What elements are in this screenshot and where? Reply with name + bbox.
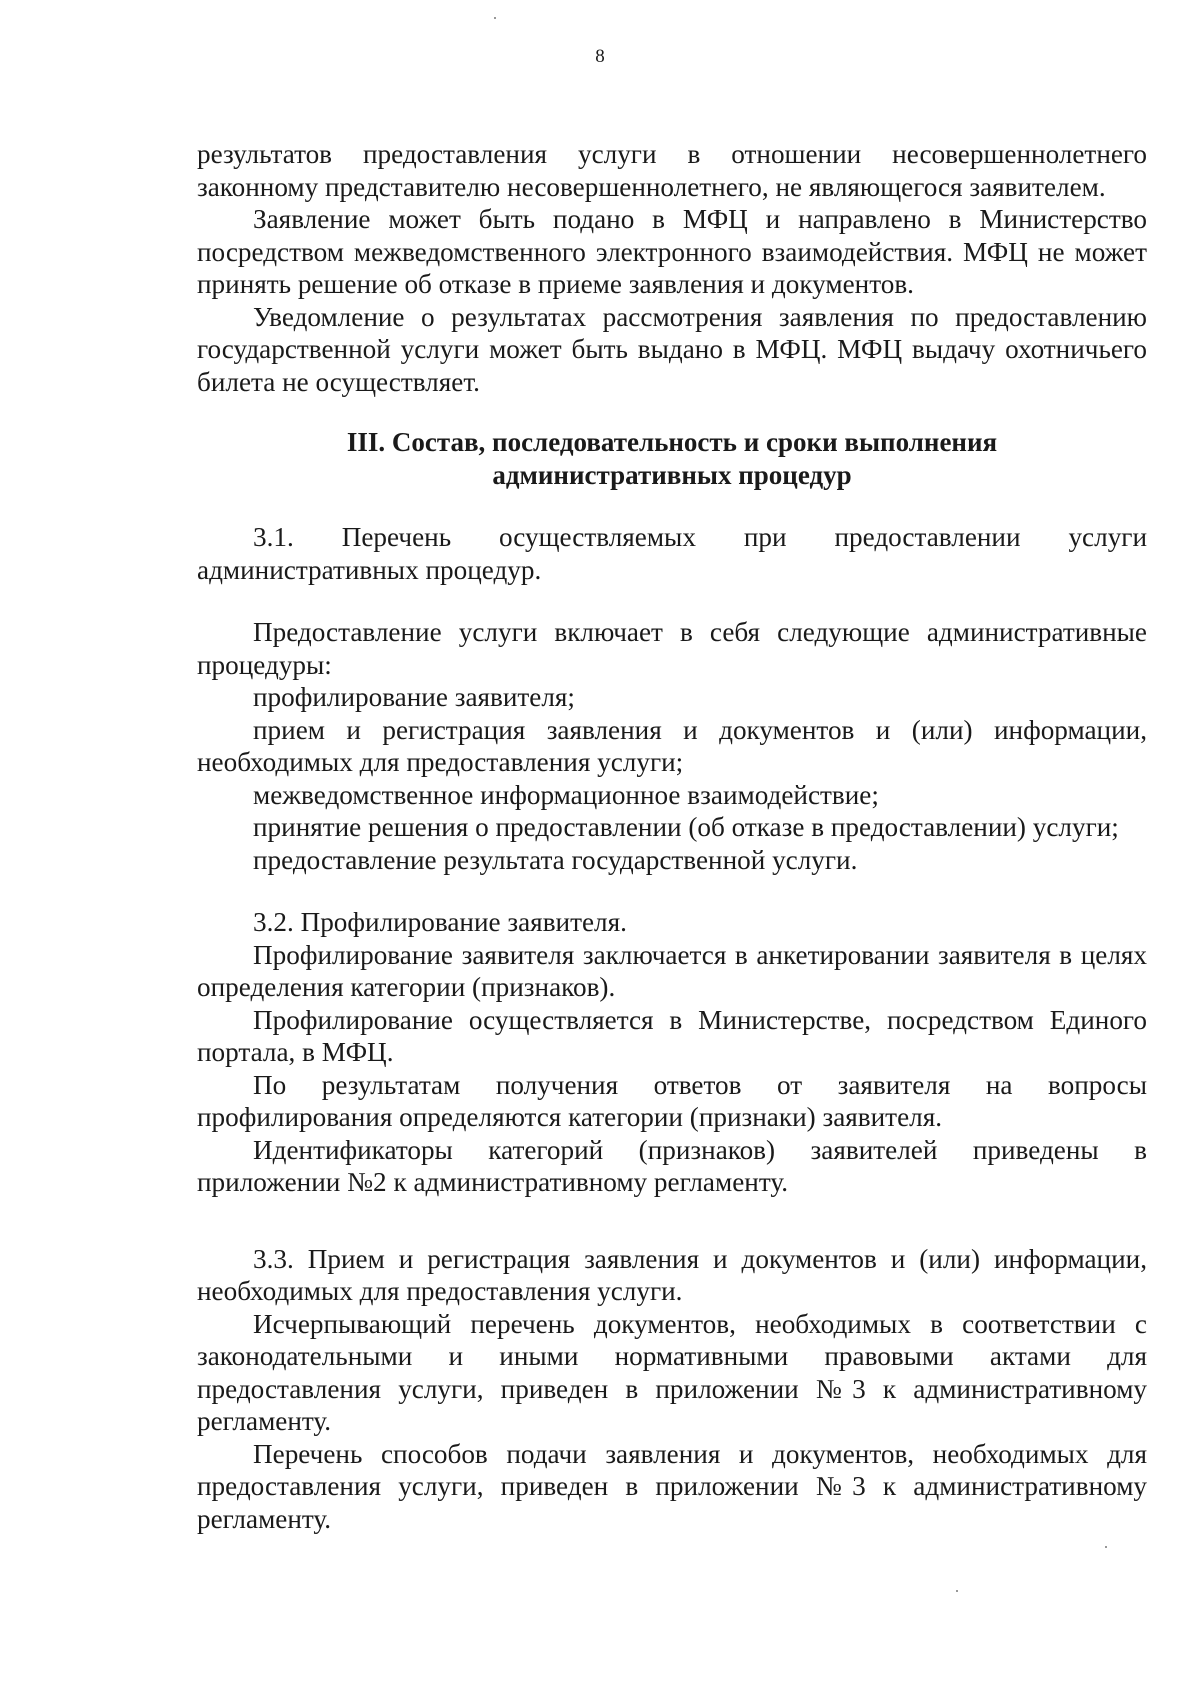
paragraph: Профилирование осуществляется в Министерстве, посредством Единого портала, в МФЦ.: [197, 1004, 1147, 1067]
list-item: прием и регистрация заявления и документов и (или) информации, необходимых для предоставления услуги;: [197, 714, 1147, 777]
scan-speck: [956, 1590, 958, 1592]
paragraph: Идентификаторы категорий (признаков) заявителей приведены в приложении №2 к административному регламенту.: [197, 1134, 1147, 1197]
list-item: межведомственное информационное взаимодействие;: [253, 779, 879, 810]
section-heading-line: III. Состав, последовательность и сроки выполнения: [346, 427, 998, 457]
subsection-title: 3.1. Перечень осуществляемых при предоставлении услуги административных процедур.: [197, 522, 1147, 585]
scan-speck: [494, 17, 496, 19]
paragraph: результатов предоставления услуги в отношении несовершеннолетнего законному представителю несовершеннолетнего, не являющегося заявителем.: [197, 139, 1147, 202]
spacer: [197, 398, 1147, 426]
list-item: профилирование заявителя;: [253, 682, 575, 712]
paragraph: Перечень способов подачи заявления и документов, необходимых для предоставления услуги, приведен в приложении №3 к административному регламенту.: [197, 1438, 1147, 1534]
paragraph: Уведомление о результатах рассмотрения заявления по предоставлению государственной услуги может быть выдано в МФЦ. МФЦ выдачу охотничьего билета не осуществляет.: [197, 301, 1147, 397]
page-number: 8: [595, 46, 605, 67]
paragraph: Исчерпывающий перечень документов, необходимых в соответствии с законодательными и иными нормативными правовыми актами для предоставления услуги, приведен в приложении №3 к административному регламенту.: [197, 1308, 1147, 1436]
spacer: [197, 876, 1147, 906]
paragraph: Профилирование заявителя заключается в анкетировании заявителя в целях определения категории (признаков).: [197, 939, 1147, 1002]
scan-speck: [1105, 1546, 1107, 1548]
subsection-title: 3.2. Профилирование заявителя.: [253, 907, 627, 937]
spacer: [197, 586, 1147, 616]
section-heading-line: административных процедур: [492, 459, 852, 490]
section-heading: [197, 426, 1147, 491]
subsection-title: 3.3. Прием и регистрация заявления и документов и (или) информации, необходимых для предоставления услуги.: [197, 1243, 1147, 1306]
paragraph: По результатам получения ответов от заявителя на вопросы профилирования определяются категории (признаки) заявителя.: [197, 1069, 1147, 1132]
list-item: принятие решения о предоставлении (об отказе в предоставлении) услуги;: [253, 812, 1119, 842]
spacer: [197, 1199, 1147, 1243]
spacer: [197, 491, 1147, 521]
list-item: предоставление результата государственной услуги.: [253, 844, 858, 875]
paragraph: Предоставление услуги включает в себя следующие административные процедуры:: [197, 617, 1147, 680]
paragraph: Заявление может быть подано в МФЦ и направлено в Министерство посредством межведомственного электронного взаимодействия. МФЦ не может принять решение об отказе в приеме заявления и документов.: [197, 204, 1147, 299]
document-body: [197, 138, 1147, 1535]
